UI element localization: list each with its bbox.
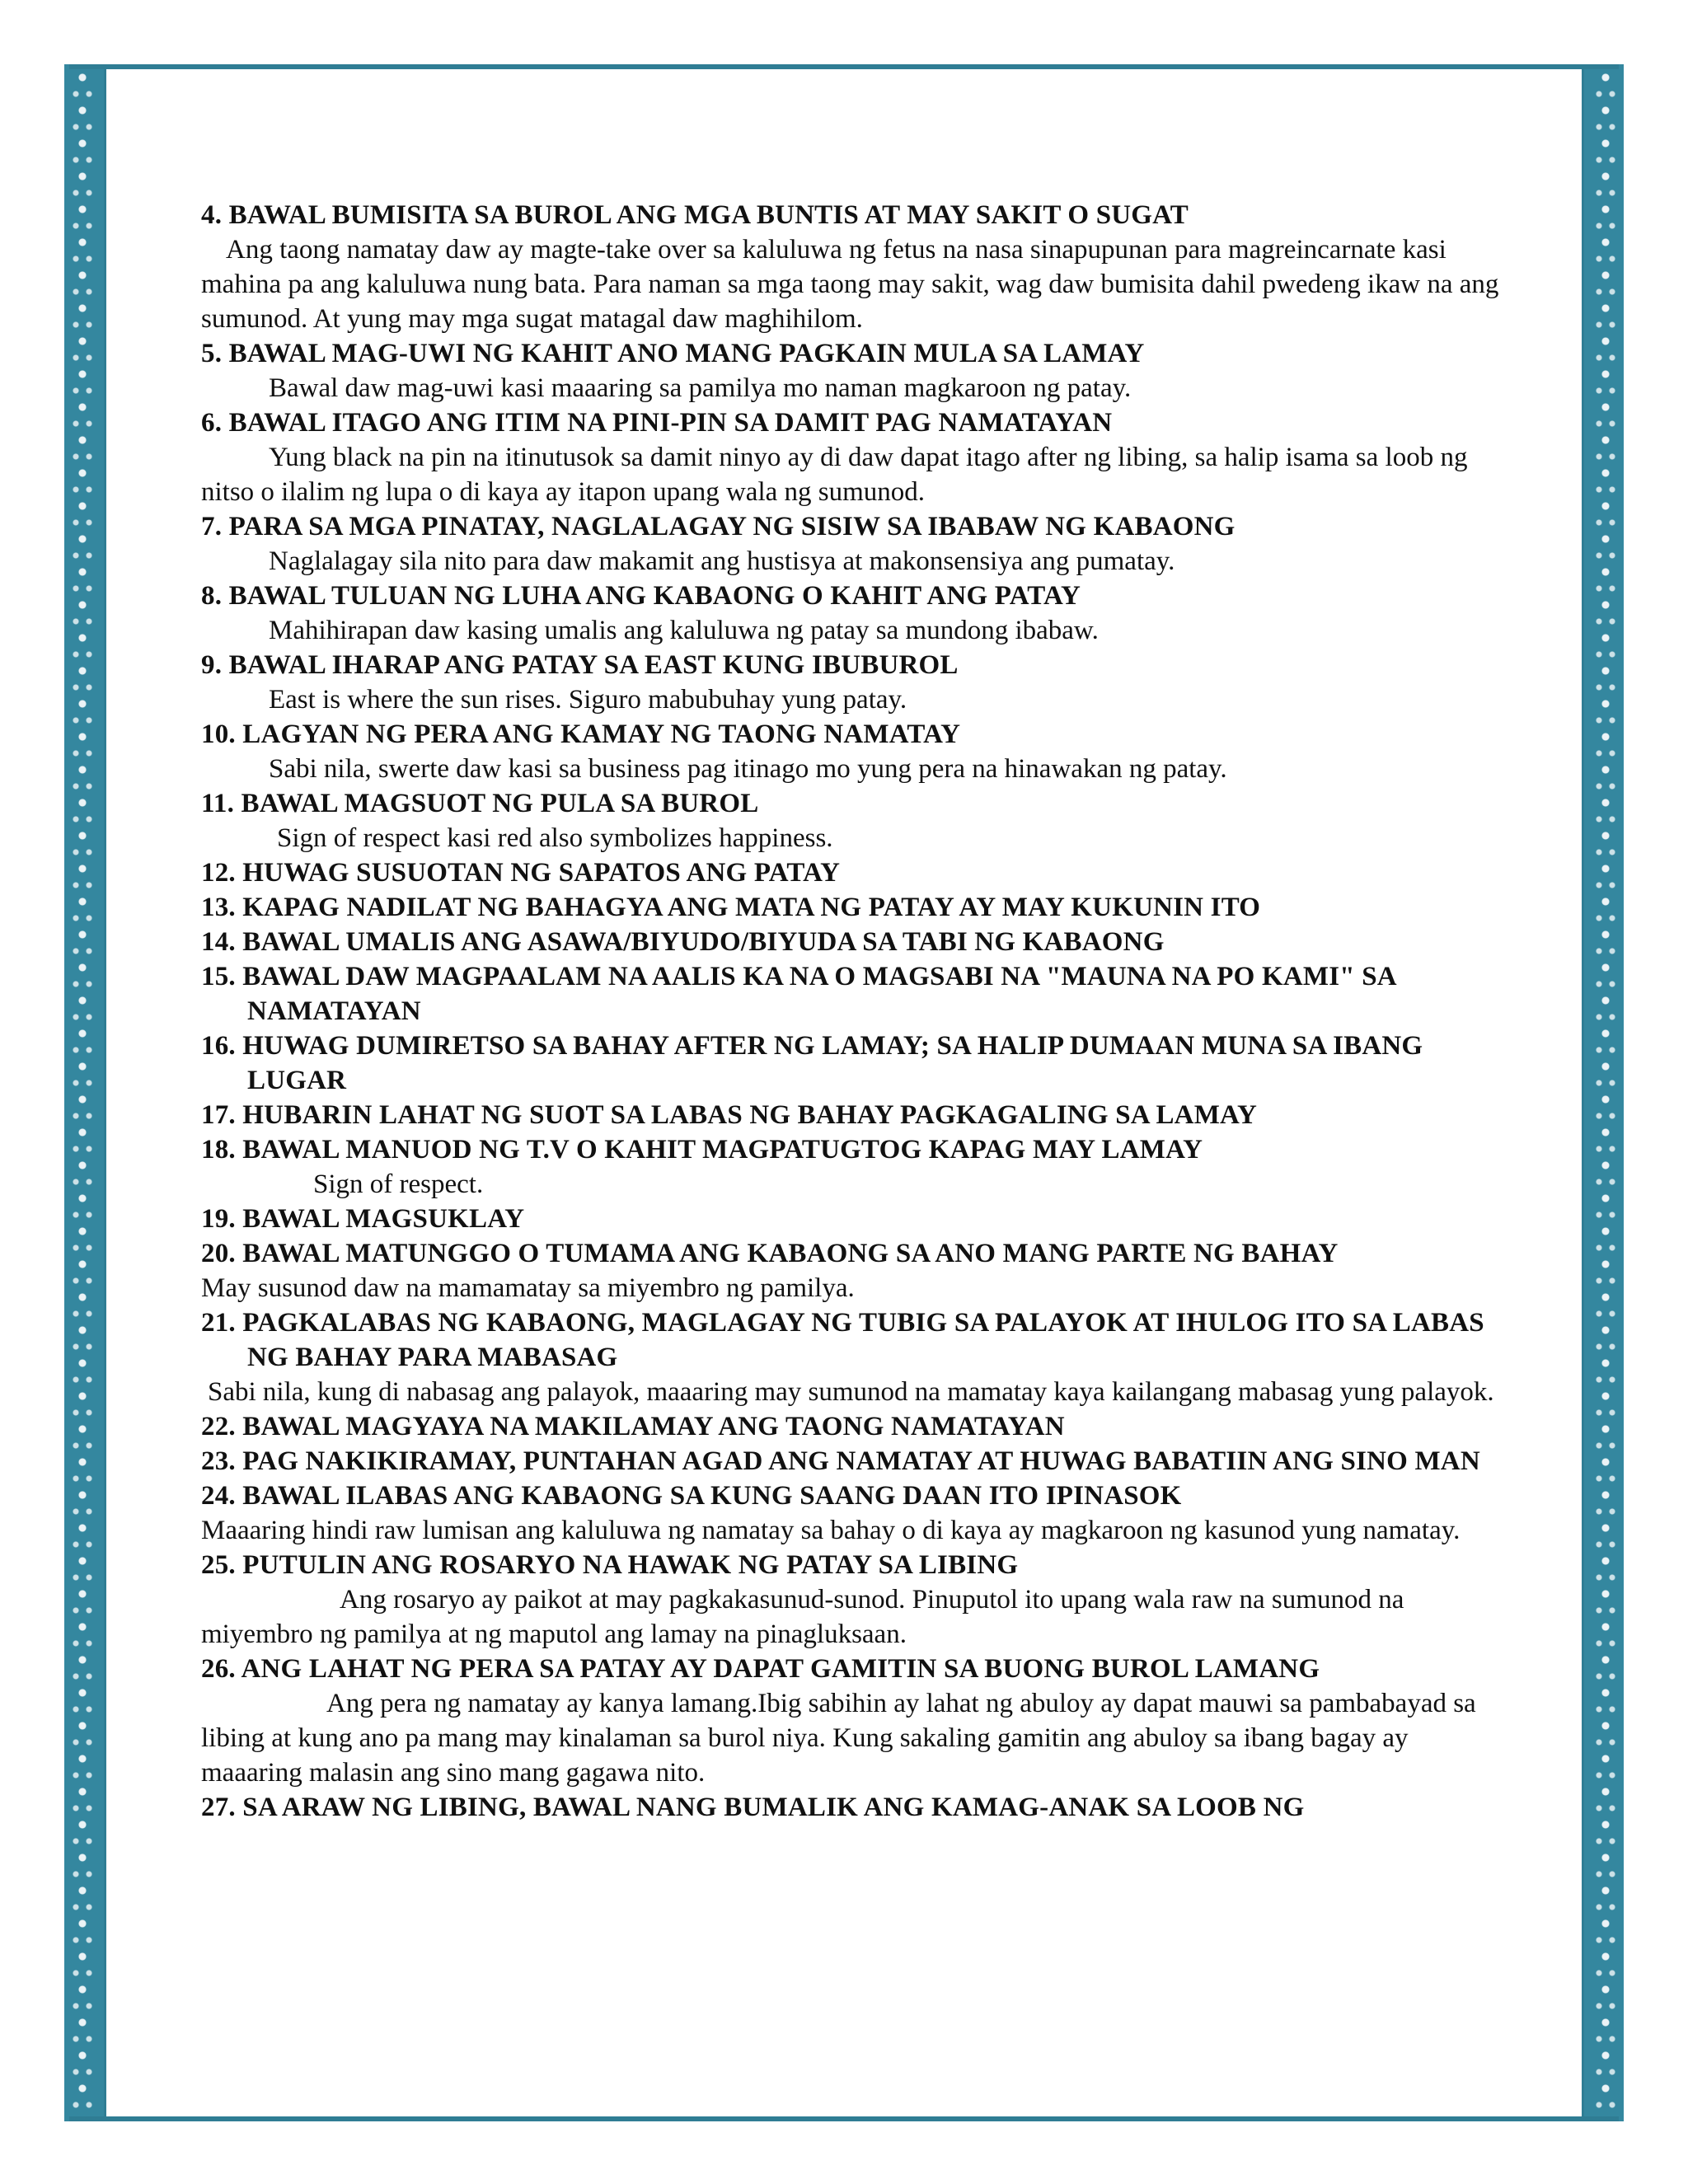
item-heading: 14. BAWAL UMALIS ANG ASAWA/BIYUDO/BIYUDA SA TABI NG KABAONG [201,927,1165,957]
item-heading: 22. BAWAL MAGYAYA NA MAKILAMAY ANG TAONG NAMATAYAN [201,1412,1065,1441]
item-description: Ang taong namatay daw ay magte-take over sa kaluluwa ng fetus na nasa sinapupunan para magreincarnate kasi mahina pa ang kaluluwa nung bata. Para naman sa mga taong may sakit, wag daw bumisita dahil pwedeng ikaw na ang sumunod. At yung may mga sugat matagal daw maghihilom. [201,235,1506,334]
item-description: May susunod daw na mamamatay sa miyembro ng pamilya. [201,1273,855,1303]
item-description: Sign of respect kasi red also symbolizes happiness. [277,823,833,853]
list-item [201,1202,1503,1236]
item-heading: 17. HUBARIN LAHAT NG SUOT SA LABAS NG BAHAY PAGKAGALING SA LAMAY [201,1100,1258,1130]
list-item [201,1790,1503,1825]
item-heading: 12. HUWAG SUSUOTAN NG SAPATOS ANG PATAY [201,858,841,888]
item-description: Sabi nila, kung di nabasag ang palayok, maaaring may sumunod na mamatay kaya kailangang mabasag yung palayok. [208,1377,1494,1407]
item-description: East is where the sun rises. Siguro mabubuhay yung patay. [269,685,907,715]
item-heading: 19. BAWAL MAGSUKLAY [201,1204,525,1234]
list-item [201,717,1503,786]
list-item [201,198,1506,336]
list-item [201,890,1503,925]
list-item [201,1444,1503,1479]
list-item [201,1029,1503,1098]
item-description: Sign of respect. [313,1169,484,1199]
item-heading: 8. BAWAL TULUAN NG LUHA ANG KABAONG O KAHIT ANG PATAY [201,581,1081,611]
list-item [201,855,1503,890]
item-heading: 5. BAWAL MAG-UWI NG KAHIT ANO MANG PAGKAIN MULA SA LAMAY [201,339,1145,368]
item-heading: 20. BAWAL MATUNGGO O TUMAMA ANG KABAONG SA ANO MANG PARTE NG BAHAY [201,1239,1339,1268]
list-item [201,336,1503,405]
list-item [201,925,1503,959]
list-item [201,786,1503,855]
list-item [201,1548,1503,1652]
item-description: Ang rosaryo ay paikot at may pagkakasunud-sunod. Pinuputol ito upang wala raw na sumunod na miyembro ng pamilya at ng maputol ang lamay na pinagluksaan. [201,1585,1411,1649]
item-description: Mahihirapan daw kasing umalis ang kaluluwa ng patay sa mundong ibabaw. [269,616,1099,645]
item-heading: 18. BAWAL MANUOD NG T.V O KAHIT MAGPATUGTOG KAPAG MAY LAMAY [201,1135,1203,1165]
list-item [201,509,1503,579]
list-item [201,1236,1503,1305]
list-item [201,405,1503,509]
list-item [201,648,1503,717]
list-item [201,959,1503,1029]
item-heading: 24. BAWAL ILABAS ANG KABAONG SA KUNG SAANG DAAN ITO IPINASOK [201,1481,1182,1511]
border-bottom-edge [69,2116,1619,2121]
item-heading: 27. SA ARAW NG LIBING, BAWAL NANG BUMALIK ANG KAMAG-ANAK SA LOOB NG [201,1793,1305,1822]
list-item [201,1652,1503,1790]
item-heading: 23. PAG NAKIKIRAMAY, PUNTAHAN AGAD ANG NAMATAY AT HUWAG BABATIIN ANG SINO MAN [201,1446,1480,1476]
item-description: Naglalagay sila nito para daw makamit ang hustisya at makonsensiya ang pumatay. [269,546,1175,576]
item-heading: 21. PAGKALABAS NG KABAONG, MAGLAGAY NG TUBIG SA PALAYOK AT IHULOG ITO SA LABAS NG BAHAY PARA MABASAG [201,1308,1492,1372]
item-description: Sabi nila, swerte daw kasi sa business pag itinago mo yung pera na hinawakan ng patay. [269,754,1227,784]
list-item [201,1132,1503,1202]
item-heading: 6. BAWAL ITAGO ANG ITIM NA PINI-PIN SA DAMIT PAG NAMATAYAN [201,408,1113,438]
floral-border-right [1592,69,1619,2116]
list-item [201,579,1503,648]
item-description: Bawal daw mag-uwi kasi maaaring sa pamilya mo naman magkaroon ng patay. [269,373,1132,403]
item-heading: 7. PARA SA MGA PINATAY, NAGLALAGAY NG SISIW SA IBABAW NG KABAONG [201,512,1236,541]
item-heading: 11. BAWAL MAGSUOT NG PULA SA BUROL [201,789,759,818]
item-heading: 4. BAWAL BUMISITA SA BUROL ANG MGA BUNTIS AT MAY SAKIT O SUGAT [201,200,1189,230]
item-description: Maaaring hindi raw lumisan ang kaluluwa ng namatay sa bahay o di kaya ay magkaroon ng kasunod yung namatay. [201,1516,1461,1545]
list-item [201,1409,1503,1444]
item-heading: 9. BAWAL IHARAP ANG PATAY SA EAST KUNG IBUBUROL [201,650,959,680]
item-heading: 16. HUWAG DUMIRETSO SA BAHAY AFTER NG LAMAY; SA HALIP DUMAAN MUNA SA IBANG LUGAR [201,1031,1430,1095]
item-description: Ang pera ng namatay ay kanya lamang.Ibig sabihin ay lahat ng abuloy ay dapat mauwi sa pambabayad sa libing at kung ano pa mang may kinalaman sa burol niya. Kung sakaling gamitin ang abuloy sa ibang bagay ay maaaring malasin ang sino mang gagawa nito. [201,1689,1483,1788]
item-heading: 10. LAGYAN NG PERA ANG KAMAY NG TAONG NAMATAY [201,719,961,749]
item-heading: 25. PUTULIN ANG ROSARYO NA HAWAK NG PATAY SA LIBING [201,1550,1019,1580]
list-item [201,1098,1503,1132]
list-item [201,1479,1503,1548]
item-heading: 15. BAWAL DAW MAGPAALAM NA AALIS KA NA O MAGSABI NA "MAUNA NA PO KAMI" SA NAMATAYAN [201,962,1403,1026]
superstition-list [201,198,1506,1825]
item-heading: 13. KAPAG NADILAT NG BAHAGYA ANG MATA NG PATAY AY MAY KUKUNIN ITO [201,893,1261,922]
item-heading: 26. ANG LAHAT NG PERA SA PATAY AY DAPAT GAMITIN SA BUONG BUROL LAMANG [201,1654,1320,1684]
item-description: Yung black na pin na itinutusok sa damit ninyo ay di daw dapat itago after ng libing, sa halip isama sa loob ng nitso o ilalim ng lupa o di kaya ay itapon upang wala ng sumunod. [201,443,1475,507]
list-item [201,1305,1503,1409]
floral-border-left [69,69,96,2116]
